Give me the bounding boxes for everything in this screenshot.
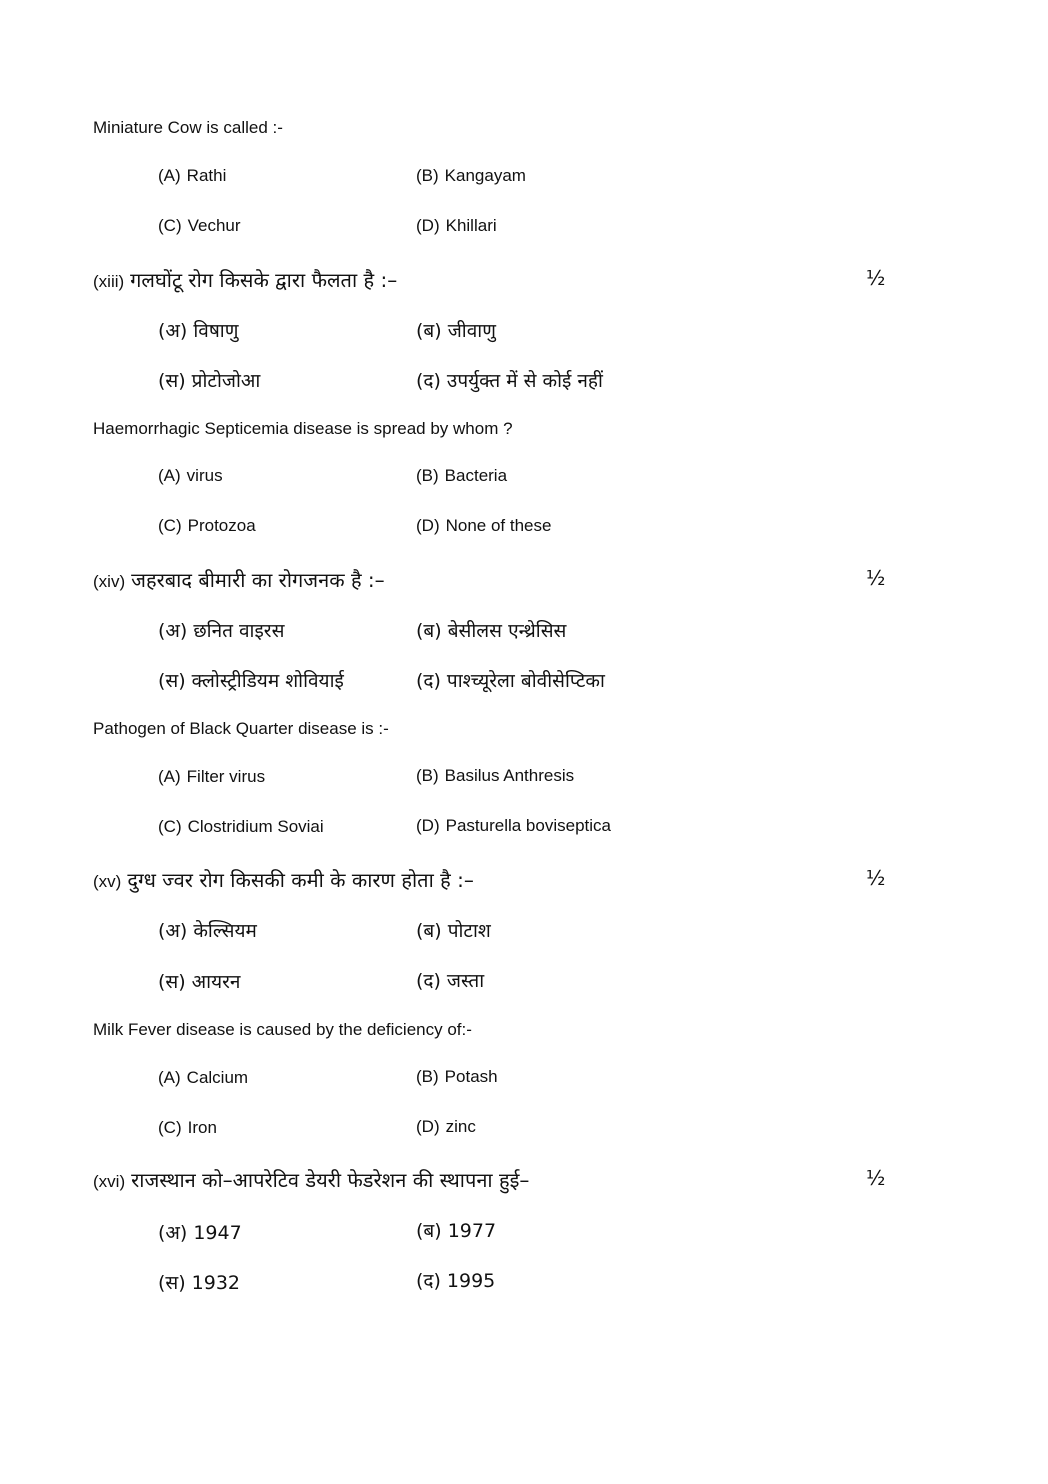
option	[158, 516, 256, 536]
option	[158, 166, 226, 186]
option-label: (द)	[416, 370, 441, 392]
option	[158, 617, 284, 643]
option-text: zinc	[445, 1117, 476, 1136]
option	[158, 216, 241, 236]
option-label: (C)	[158, 817, 182, 836]
option	[158, 317, 238, 343]
option-text: 1947	[193, 1222, 242, 1244]
option-label: (अ)	[158, 320, 188, 342]
option-text: Vechur	[187, 216, 241, 235]
option	[158, 1269, 240, 1295]
question-text-en: Miniature Cow is called :-	[93, 118, 283, 137]
option	[158, 466, 223, 486]
option-label: (C)	[158, 1118, 182, 1137]
option-text: Pasturella boviseptica	[445, 816, 611, 835]
option-label: (A)	[158, 1068, 181, 1087]
option-text: Calcium	[186, 1068, 249, 1087]
question-number: (xiii)	[93, 272, 125, 291]
option	[158, 917, 257, 943]
option-text: Protozoa	[187, 516, 256, 535]
option-text: बेसीलस एन्थ्रेसिस	[447, 620, 567, 642]
option	[416, 766, 574, 786]
marks-label: ½	[866, 866, 886, 890]
option-label: (B)	[416, 166, 439, 185]
option-label: (B)	[416, 466, 439, 485]
question-body: दुग्ध ज्वर रोग किसकी कमी के कारण होता है :–	[127, 868, 474, 892]
option-text: केल्सियम	[193, 920, 257, 942]
question-text-hi	[93, 866, 474, 893]
option-label: (द)	[416, 1270, 441, 1292]
option-label: (B)	[416, 766, 439, 785]
option	[416, 516, 551, 536]
option	[416, 667, 605, 693]
option-label: (C)	[158, 216, 182, 235]
option-label: (स)	[158, 670, 186, 692]
option-label: (D)	[416, 216, 440, 235]
option-text: None of these	[445, 516, 552, 535]
option-text: 1932	[191, 1272, 241, 1294]
question-number: (xiv)	[93, 572, 126, 591]
option-label: (D)	[416, 1117, 440, 1136]
option-text: Rathi	[186, 166, 227, 185]
option-text: जीवाणु	[447, 320, 496, 342]
option	[158, 367, 260, 393]
question-body: राजस्थान को–आपरेटिव डेयरी फेडरेशन की स्थापना हुई–	[131, 1168, 530, 1192]
option-text: छनित वाइरस	[193, 620, 285, 642]
option	[416, 166, 526, 186]
option-label: (D)	[416, 816, 440, 835]
option-label: (स)	[158, 971, 186, 993]
option-label: (अ)	[158, 1222, 188, 1244]
option-label: (द)	[416, 670, 441, 692]
option-text: प्रोटोजोआ	[191, 370, 261, 392]
option-label: (अ)	[158, 920, 188, 942]
question-body: जहरबाद बीमारी का रोगजनक है :–	[131, 568, 385, 592]
option-text: 1995	[446, 1270, 496, 1292]
option-text: जस्ता	[446, 970, 485, 992]
option	[416, 317, 496, 343]
option-text: 1977	[447, 1220, 497, 1242]
option-text: Potash	[444, 1067, 498, 1086]
option-text: Iron	[187, 1118, 217, 1137]
option	[158, 667, 344, 693]
option-label: (ब)	[416, 920, 442, 942]
option	[158, 968, 240, 994]
option	[416, 816, 611, 836]
option-label: (अ)	[158, 620, 188, 642]
question-text-en: Pathogen of Black Quarter disease is :-	[93, 719, 389, 738]
question-text-hi	[93, 266, 397, 293]
option-label: (स)	[158, 1272, 186, 1294]
question-body: गलघोंटू रोग किसके द्वारा फैलता है :–	[130, 268, 398, 292]
option	[158, 817, 324, 837]
option	[158, 1118, 217, 1138]
option-text: क्लोस्ट्रीडियम शोवियाई	[191, 670, 344, 692]
question-text-en: Milk Fever disease is caused by the deficiency of:-	[93, 1020, 472, 1039]
option	[416, 617, 566, 643]
option-label: (D)	[416, 516, 440, 535]
question-text-hi	[93, 1166, 529, 1193]
option-label: (A)	[158, 466, 181, 485]
option-label: (ब)	[416, 620, 442, 642]
option-text: virus	[186, 466, 223, 485]
question-text-hi	[93, 566, 385, 593]
question-text-en: Haemorrhagic Septicemia disease is spread by whom ?	[93, 419, 513, 438]
option-text: Khillari	[445, 216, 497, 235]
option-text: Basilus Anthresis	[444, 766, 575, 785]
option-label: (A)	[158, 767, 181, 786]
option-text: Clostridium Soviai	[187, 817, 324, 836]
option-text: उपर्युक्त में से कोई नहीं	[446, 370, 603, 392]
option-label: (स)	[158, 370, 186, 392]
option-label: (द)	[416, 970, 441, 992]
option-label: (ब)	[416, 1220, 442, 1242]
option-text: पाश्च्यूरेला बोवीसेप्टिका	[446, 670, 605, 692]
option	[416, 367, 603, 393]
marks-label: ½	[866, 266, 886, 290]
question-number: (xv)	[93, 872, 122, 891]
option-label: (A)	[158, 166, 181, 185]
marks-label: ½	[866, 1166, 886, 1190]
option	[416, 1217, 496, 1243]
marks-label: ½	[866, 566, 886, 590]
option	[416, 216, 497, 236]
option	[416, 1117, 476, 1137]
option	[416, 967, 484, 993]
option	[158, 767, 265, 787]
option	[416, 1267, 495, 1293]
option-label: (B)	[416, 1067, 439, 1086]
option	[416, 917, 491, 943]
option-text: विषाणु	[193, 320, 239, 342]
option	[416, 466, 507, 486]
option-text: Kangayam	[444, 166, 526, 185]
option-text: पोटाश	[447, 920, 491, 942]
option-label: (ब)	[416, 320, 442, 342]
option	[158, 1219, 242, 1245]
option	[416, 1067, 498, 1087]
question-number: (xvi)	[93, 1172, 126, 1191]
option-text: Filter virus	[186, 767, 266, 786]
option	[158, 1068, 248, 1088]
option-text: आयरन	[191, 971, 241, 993]
option-text: Bacteria	[444, 466, 508, 485]
option-label: (C)	[158, 516, 182, 535]
